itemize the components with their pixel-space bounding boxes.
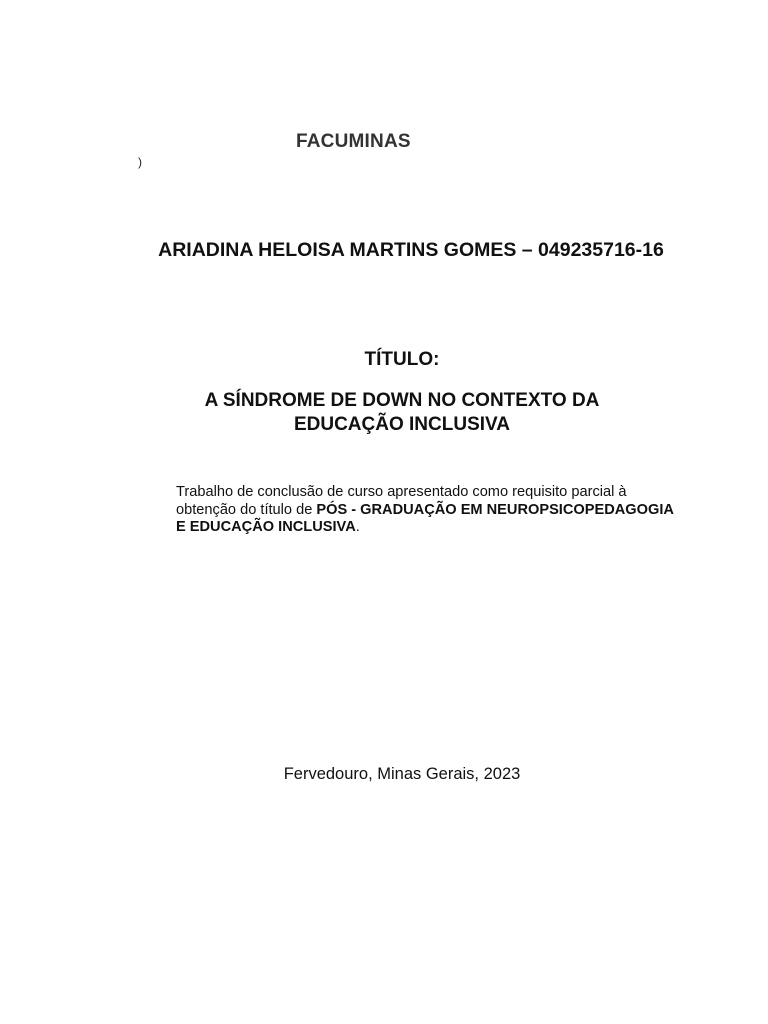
institution-name: FACUMINAS	[296, 131, 411, 152]
title-label: TÍTULO:	[364, 349, 440, 370]
work-title-line-2: EDUCAÇÃO INCLUSIVA	[293, 414, 511, 435]
author-line: ARIADINA HELOISA MARTINS GOMES – 049235716-16	[158, 239, 664, 261]
purpose-end: .	[355, 519, 360, 535]
place-and-date: Fervedouro, Minas Gerais, 2023	[283, 765, 521, 783]
work-title-line-1: A SÍNDROME DE DOWN NO CONTEXTO DA	[204, 390, 600, 411]
work-title	[150, 389, 654, 437]
purpose-lead: Trabalho de conclusão de curso apresentado como requisito parcial à obtenção do título de	[176, 484, 627, 518]
stray-parenthesis: )	[138, 155, 142, 169]
purpose-statement	[176, 484, 676, 537]
degree-name: PÓS - GRADUAÇÃO EM NEUROPSICOPEDAGOGIA E EDUCAÇÃO INCLUSIVA	[176, 501, 674, 535]
